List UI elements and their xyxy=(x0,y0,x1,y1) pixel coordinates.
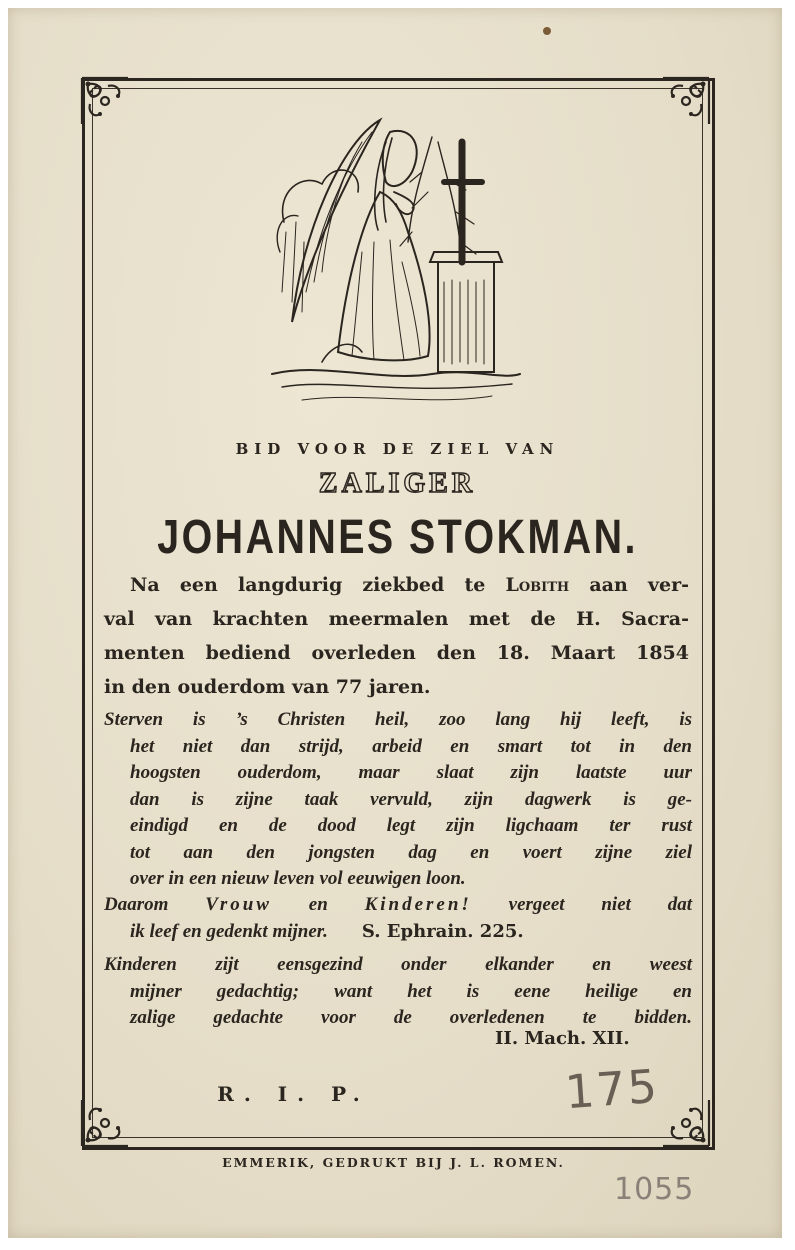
verse-line: hoogsten ouderdom, maar slaat zijn laatste uur xyxy=(130,762,692,783)
announcement-line-2: val van krachten meermalen met de H. Sacra- xyxy=(104,608,689,630)
verse-line: tot aan den jongsten dag en voert zijne ziel xyxy=(130,841,692,863)
handwritten-number: 175 xyxy=(563,1058,661,1120)
announcement-line-4: in den ouderdom van 77 jaren. xyxy=(104,676,431,698)
kneeling-angel-engraving xyxy=(262,112,528,412)
corner-ornament-top-left xyxy=(78,74,132,128)
verse-line: eindigd en de dood legt zijn ligchaam ter rust xyxy=(130,815,692,836)
death-announcement xyxy=(104,568,689,704)
prayer-heading: BID VOOR DE ZIEL VAN xyxy=(235,440,560,458)
paper-stain xyxy=(543,27,551,35)
rip-line: R. I. P. xyxy=(217,1082,370,1106)
exhortation-line-1: Daarom Vrouw en Kinderen! vergeet niet dat xyxy=(104,894,692,915)
exhortation-line-2: ik leef en gedenkt mijner. S. Ephrain. 225. xyxy=(130,920,524,942)
children-paragraph xyxy=(104,952,692,1032)
verse-paragraph xyxy=(104,707,692,893)
announcement-line-1: Na een langdurig ziekbed te Lobith aan ver- xyxy=(130,574,689,596)
announcement-line-3: menten bediend overleden den 18. Maart 1854 xyxy=(104,642,689,664)
maccabees-reference: II. Mach. XII. xyxy=(495,1028,630,1049)
verse-line: over in een nieuw leven vol eeuwigen loon. xyxy=(130,868,466,889)
archive-number: 1055 xyxy=(614,1172,695,1207)
children-line: Kinderen zijt eensgezind onder elkander en weest xyxy=(104,954,692,975)
corner-ornament-top-right xyxy=(659,74,713,128)
children-line: mijner gedachtig; want het is eene heilige en xyxy=(130,980,692,1002)
place-name: Lobith xyxy=(505,574,570,596)
deceased-name: JOHANNES STOKMAN. xyxy=(157,511,638,564)
exhortation-paragraph xyxy=(104,892,692,945)
ephrain-reference: S. Ephrain. 225. xyxy=(361,920,524,942)
zaliger-title: ZALIGER xyxy=(318,468,477,499)
verse-line: Sterven is ’s Christen heil, zoo lang hij leeft, is xyxy=(104,709,692,730)
verse-line: het niet dan strijd, arbeid en smart tot in den xyxy=(130,735,692,757)
children-line: zalige gedachte voor de overledenen te bidden. xyxy=(130,1007,692,1028)
verse-line: dan is zijne taak vervuld, zijn dagwerk is ge- xyxy=(130,788,692,810)
printer-imprint: EMMERIK, GEDRUKT BIJ J. L. ROMEN. xyxy=(222,1155,565,1170)
